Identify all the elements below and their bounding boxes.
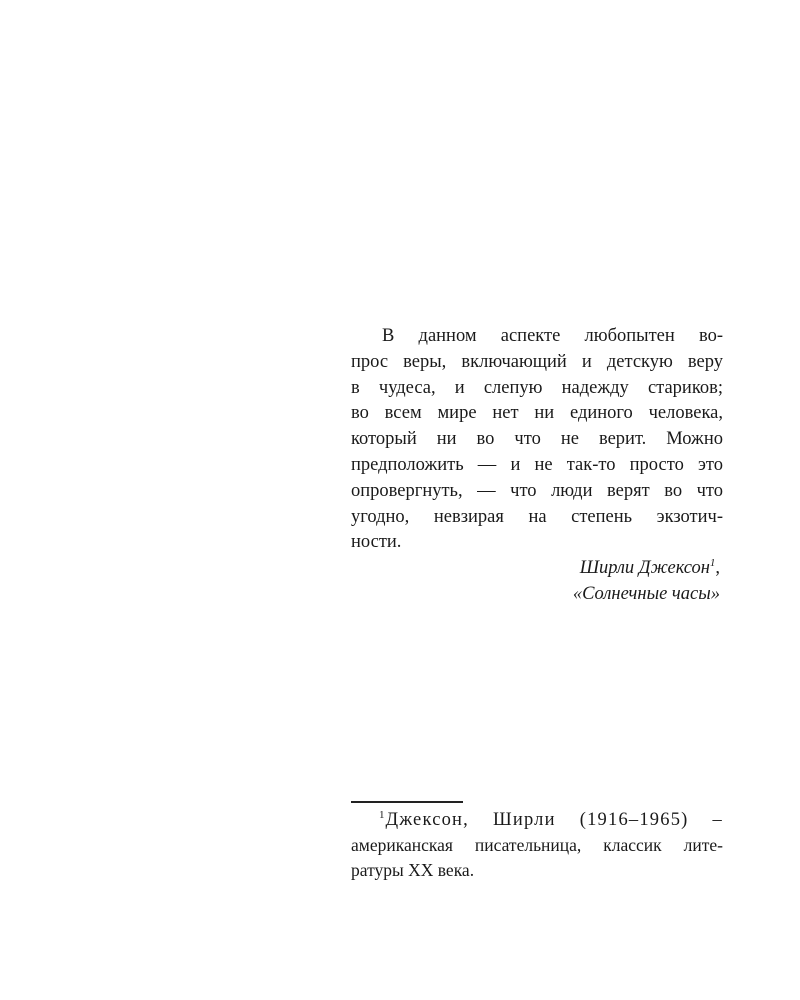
- epigraph-line: В данном аспекте любопытен во-: [382, 326, 723, 346]
- footnote-mark: 1: [379, 808, 385, 821]
- epigraph-line: во всем мире нет ни единого человека,: [351, 403, 723, 424]
- epigraph: [351, 324, 723, 608]
- footnote-line-text: Джексон, Ширли (1916–1965) –: [385, 810, 723, 830]
- epigraph-line: опровергнуть, — что люди верят во что: [351, 480, 723, 501]
- epigraph-line: который ни во что не верит. Можно: [351, 429, 723, 450]
- epigraph-line: в чудеса, и слепую надежду стариков;: [351, 377, 723, 398]
- epigraph-line: предположить — и не так-то просто это: [351, 454, 723, 475]
- footnote-line: [351, 808, 723, 833]
- attribution-author-line: [351, 556, 720, 582]
- epigraph-line: угодно, невзирая на степень экзотич-: [351, 506, 723, 527]
- attribution-author: Ширли Джексон: [579, 558, 710, 579]
- footnote: [351, 808, 723, 883]
- attribution-comma: ,: [715, 558, 720, 579]
- footnote-divider: [351, 801, 463, 803]
- footnote-line: ратуры XX века.: [351, 860, 475, 880]
- epigraph-line: ности.: [351, 532, 402, 553]
- attribution-source: «Солнечные часы»: [572, 583, 720, 604]
- epigraph-line: прос веры, включающий и детскую веру: [351, 351, 723, 372]
- footnote-line: американская писательница, классик лите-: [351, 835, 723, 855]
- footnote-reference[interactable]: 1: [709, 557, 716, 570]
- epigraph-attribution: [351, 556, 723, 608]
